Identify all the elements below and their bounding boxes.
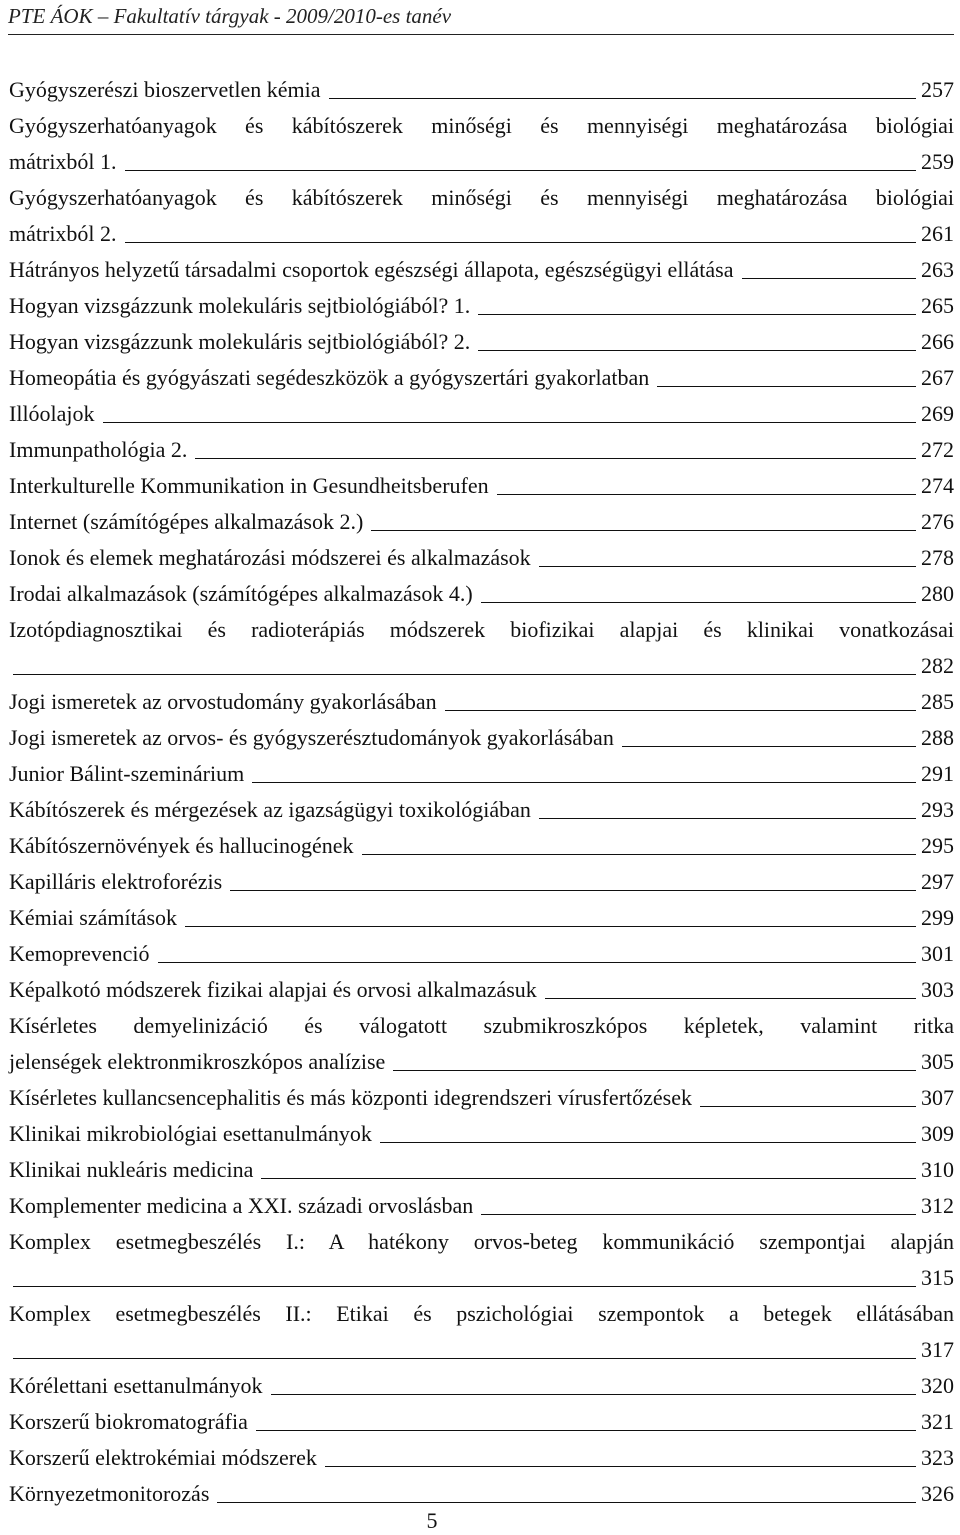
toc-entry-page: 280 [921,581,954,606]
toc-entry-title: Korszerű biokromatográfia [9,1409,248,1434]
leader-line [271,1394,916,1395]
toc-entry-page: 288 [921,725,954,750]
toc-entry-title-line: Gyógyszerhatóanyagok és kábítószerek minőségi és mennyiségi meghatározása biológiai [9,113,954,138]
toc-entry [9,900,954,936]
table-of-contents [9,72,954,1512]
toc-entry-page: 272 [921,437,954,462]
leader-line [195,458,916,459]
toc-entry-title: Klinikai nukleáris medicina [9,1157,254,1182]
leader-line [539,818,916,819]
leader-line [481,1214,916,1215]
leader-line [657,386,916,387]
toc-entry [9,1152,954,1188]
toc-entry-title-line: Kísérletes demyelinizáció és válogatott szubmikroszkópos képletek, valamint ritka [9,1013,954,1038]
leader-line [13,674,916,675]
toc-entry-title: Illóolajok [9,401,95,426]
toc-entry-page: 310 [921,1157,954,1182]
toc-entry-title-line: Komplex esetmegbeszélés II.: Etikai és pszichológiai szempontok a betegek ellátásában [9,1301,954,1326]
toc-entry-page: 326 [921,1481,954,1506]
leader-line [478,314,916,315]
leader-line [380,1142,916,1143]
leader-line [103,422,916,423]
leader-line [622,746,916,747]
toc-entry-title: Homeopátia és gyógyászati segédeszközök a gyógyszertári gyakorlatban [9,365,650,390]
toc-entry [9,576,954,612]
toc-entry [9,1404,954,1440]
toc-entry-page: 297 [921,869,954,894]
toc-entry-page: 305 [921,1049,954,1074]
toc-entry [9,864,954,900]
toc-entry-page: 309 [921,1121,954,1146]
toc-entry-page: 293 [921,797,954,822]
toc-entry [9,1296,954,1368]
toc-entry [9,1476,954,1512]
toc-entry [9,1008,954,1080]
toc-entry-title-line [9,144,954,180]
leader-line [230,890,916,891]
toc-entry-page: 299 [921,905,954,930]
leader-line [539,566,916,567]
leader-line [445,710,916,711]
toc-entry-page: 312 [921,1193,954,1218]
toc-entry [9,1368,954,1404]
toc-entry-title: Korszerű elektrokémiai módszerek [9,1445,317,1470]
toc-entry [9,468,954,504]
toc-entry [9,1224,954,1296]
toc-entry-page: 257 [921,77,954,102]
toc-entry-title: Környezetmonitorozás [9,1481,210,1506]
toc-entry [9,1116,954,1152]
toc-entry-page: 269 [921,401,954,426]
toc-entry-title: Irodai alkalmazások (számítógépes alkalmazások 4.) [9,581,473,606]
toc-entry-title: Képalkotó módszerek fizikai alapjai és orvosi alkalmazásuk [9,977,537,1002]
toc-entry-page: 259 [921,149,954,174]
toc-entry-title: Kapilláris elektroforézis [9,869,223,894]
toc-entry-page: 276 [921,509,954,534]
toc-entry-title: Kemoprevenció [9,941,150,966]
toc-entry [9,72,954,108]
toc-entry-page: 285 [921,689,954,714]
toc-entry [9,756,954,792]
toc-entry-title: Gyógyszerészi bioszervetlen kémia [9,77,321,102]
toc-entry-title-line [9,1332,954,1368]
toc-entry-page: 267 [921,365,954,390]
toc-entry [9,612,954,684]
toc-entry-title-line [9,1044,954,1080]
leader-line [217,1502,916,1503]
leader-line [742,278,916,279]
toc-entry [9,936,954,972]
running-header: PTE ÁOK – Fakultatív tárgyak - 2009/2010-es tanév [8,4,452,28]
toc-entry [9,720,954,756]
toc-entry-title: Internet (számítógépes alkalmazások 2.) [9,509,364,534]
toc-entry-page: 274 [921,473,954,498]
toc-entry-page: 291 [921,761,954,786]
leader-line [325,1466,916,1467]
toc-entry-title: Kábítószernövények és hallucinogének [9,833,354,858]
toc-entry-title: Jogi ismeretek az orvostudomány gyakorlásában [9,689,437,714]
toc-entry-title: Kábítószerek és mérgezések az igazságügyi toxikológiában [9,797,531,822]
toc-entry-page: 261 [921,221,954,246]
toc-entry-title: Hogyan vizsgázzunk molekuláris sejtbiológiából? 1. [9,293,471,318]
toc-entry-title: Kísérletes kullancsencephalitis és más központi idegrendszeri vírusfertőzések [9,1085,692,1110]
leader-line [545,998,916,999]
toc-entry-page: 295 [921,833,954,858]
toc-entry-title: Interkulturelle Kommunikation in Gesundheitsberufen [9,473,489,498]
toc-entry [9,252,954,288]
toc-entry-page: 263 [921,257,954,282]
toc-entry [9,1440,954,1476]
leader-line [362,854,916,855]
toc-entry-page: 317 [921,1337,954,1362]
toc-entry [9,360,954,396]
toc-entry-title-line [9,648,954,684]
toc-entry-title: mátrixból 1. [9,149,117,174]
toc-entry-page: 303 [921,977,954,1002]
toc-entry-page: 282 [921,653,954,678]
toc-entry [9,504,954,540]
toc-entry-title: Junior Bálint-szeminárium [9,761,245,786]
toc-entry-page: 301 [921,941,954,966]
toc-entry [9,108,954,180]
toc-entry [9,432,954,468]
toc-entry-title: jelenségek elektronmikroszkópos analízise [9,1049,386,1074]
toc-entry-title: Kórélettani esettanulmányok [9,1373,263,1398]
toc-entry [9,324,954,360]
toc-entry-title: Kémiai számítások [9,905,178,930]
leader-line [158,962,917,963]
toc-entry [9,1188,954,1224]
leader-line [13,1358,916,1359]
toc-entry-title: Immunpathológia 2. [9,437,188,462]
toc-entry [9,828,954,864]
leader-line [481,602,916,603]
header-rule [8,34,954,35]
leader-line [125,242,916,243]
leader-line [125,170,916,171]
toc-entry-title: Hátrányos helyzetű társadalmi csoportok egészségi állapota, egészségügyi ellátása [9,257,734,282]
toc-entry-title-line [9,1260,954,1296]
toc-entry-title: Komplementer medicina a XXI. századi orvoslásban [9,1193,474,1218]
leader-line [497,494,916,495]
leader-line [700,1106,916,1107]
leader-line [393,1070,916,1071]
leader-line [329,98,916,99]
toc-entry-title: Ionok és elemek meghatározási módszerei és alkalmazások [9,545,531,570]
toc-entry-page: 323 [921,1445,954,1470]
toc-entry-title-line: Gyógyszerhatóanyagok és kábítószerek minőségi és mennyiségi meghatározása biológiai [9,185,954,210]
leader-line [13,1286,916,1287]
toc-entry-title-line: Komplex esetmegbeszélés I.: A hatékony orvos-beteg kommunikáció szempontjai alapján [9,1229,954,1254]
leader-line [478,350,916,351]
leader-line [261,1178,916,1179]
toc-entry [9,540,954,576]
toc-entry-title-line: Izotópdiagnosztikai és radioterápiás módszerek biofizikai alapjai és klinikai vonatkozásai [9,617,954,642]
toc-entry-page: 278 [921,545,954,570]
toc-entry-title-line [9,216,954,252]
toc-entry [9,180,954,252]
toc-entry [9,396,954,432]
leader-line [185,926,916,927]
toc-entry [9,684,954,720]
toc-entry-page: 315 [921,1265,954,1290]
toc-entry [9,288,954,324]
toc-entry-title: Jogi ismeretek az orvos- és gyógyszerésztudományok gyakorlásában [9,725,614,750]
toc-entry [9,792,954,828]
toc-entry-page: 320 [921,1373,954,1398]
toc-entry-title: Hogyan vizsgázzunk molekuláris sejtbiológiából? 2. [9,329,471,354]
toc-entry-page: 265 [921,293,954,318]
toc-entry-page: 266 [921,329,954,354]
leader-line [252,782,916,783]
page-number: 5 [426,1508,438,1533]
toc-entry [9,972,954,1008]
leader-line [256,1430,916,1431]
toc-entry-title: Klinikai mikrobiológiai esettanulmányok [9,1121,372,1146]
toc-entry-title: mátrixból 2. [9,221,117,246]
toc-entry [9,1080,954,1116]
toc-entry-page: 321 [921,1409,954,1434]
leader-line [371,530,916,531]
toc-entry-page: 307 [921,1085,954,1110]
